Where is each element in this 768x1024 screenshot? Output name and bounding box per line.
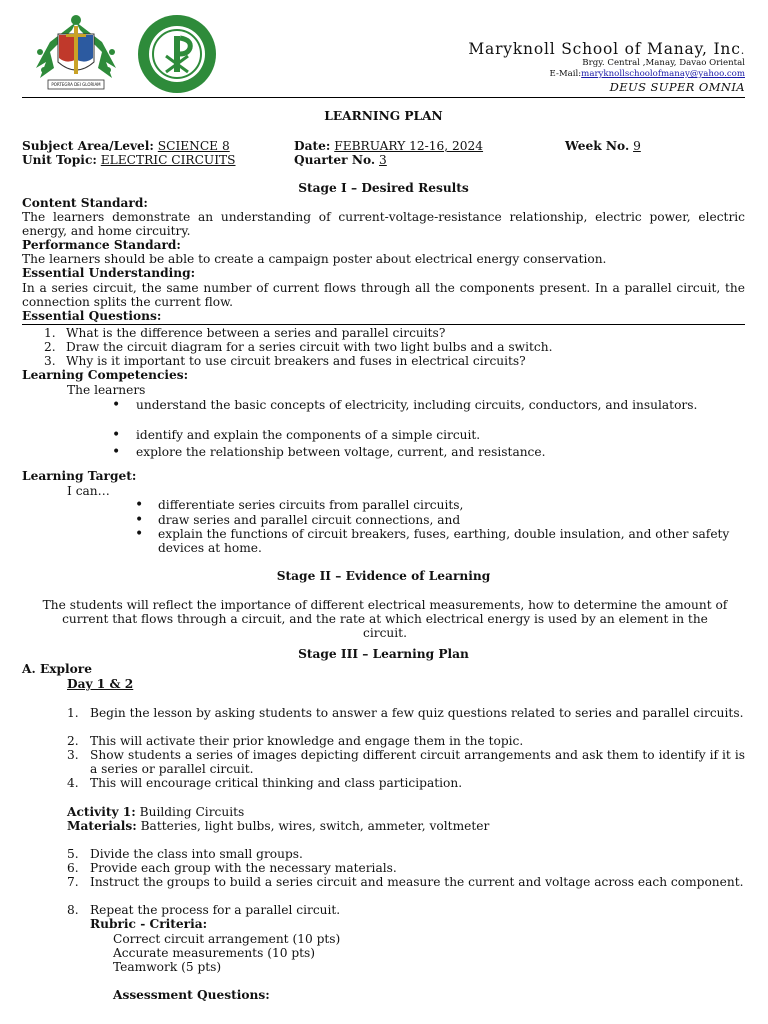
- explore-step-4: 4. This will encourage critical thinking and class participation.: [67, 776, 463, 790]
- essential-question-3: 3. Why is it important to use circuit breakers and fuses in electrical circuits?: [44, 354, 526, 368]
- rubric-item: Accurate measurements (10 pts): [113, 946, 316, 960]
- date: Date: FEBRUARY 12-16, 2024: [294, 139, 484, 153]
- content-standard-label: Content Standard:: [22, 196, 148, 210]
- competency-item: • identify and explain the components of a simple circuit.: [112, 428, 712, 442]
- subject-area: Subject Area/Level: SCIENCE 8: [22, 139, 230, 153]
- explore-heading: A. Explore: [22, 662, 92, 676]
- school-name: Maryknoll School of Manay, Inc.: [468, 40, 745, 58]
- target-item: • explain the functions of circuit breakers, fuses, earthing, double insulation, and other safety devices at home.: [135, 527, 745, 555]
- content-standard-text: The learners demonstrate an understanding of current-voltage-resistance relationship, electric power, electric energy, and home circuitry.: [22, 210, 745, 238]
- activity-step-5: 5. Divide the class into small groups.: [67, 847, 303, 861]
- school-email-line: E-Mail:maryknollschoolofmanay@yahoo.com: [549, 69, 745, 79]
- performance-standard-label: Performance Standard:: [22, 238, 181, 252]
- stage-1-title: Stage I – Desired Results: [298, 181, 469, 195]
- bullet-icon: [112, 428, 134, 442]
- bullet-icon: [135, 513, 157, 527]
- essential-understanding-text: In a series circuit, the same number of current flows through all the components present. In a parallel circuit, the connection splits the current flow.: [22, 281, 745, 309]
- activity-step-6: 6. Provide each group with the necessary materials.: [67, 861, 397, 875]
- essential-question-2: 2. Draw the circuit diagram for a series circuit with two light bulbs and a switch.: [44, 340, 553, 354]
- bullet-icon: [135, 498, 157, 512]
- explore-step-1: 1. Begin the lesson by asking students to answer a few quiz questions related to series and parallel circuits.: [67, 706, 744, 720]
- rubric-label: Rubric - Criteria:: [90, 917, 208, 931]
- assessment-questions-label: Assessment Questions:: [113, 988, 270, 1002]
- week-number: Week No. 9: [565, 139, 641, 153]
- competency-item: • explore the relationship between voltage, current, and resistance.: [112, 445, 712, 459]
- maryknoll-school-seal-logo: [130, 14, 224, 94]
- essential-question-1: 1. What is the difference between a series and parallel circuits?: [44, 326, 446, 340]
- school-motto: DEUS SUPER OMNIA: [609, 80, 745, 94]
- activity-title: Activity 1: Building Circuits: [67, 805, 245, 819]
- learning-target-label: Learning Target:: [22, 469, 137, 483]
- quarter-number: Quarter No. 3: [294, 153, 387, 167]
- target-intro: I can…: [67, 484, 110, 498]
- learning-competencies-label: Learning Competencies:: [22, 368, 189, 382]
- explore-step-3: 3. Show students a series of images depicting different circuit arrangements and ask them to identify if it is a series or parallel circuit.: [67, 748, 745, 776]
- header-divider: [22, 97, 745, 98]
- competencies-intro: The learners: [67, 383, 146, 397]
- document-title: LEARNING PLAN: [324, 109, 443, 123]
- rubric-item: Teamwork (5 pts): [113, 960, 222, 974]
- unit-topic: Unit Topic: ELECTRIC CIRCUITS: [22, 153, 236, 167]
- bullet-icon: [112, 445, 134, 459]
- school-address: Brgy. Central ,Manay, Davao Oriental: [582, 58, 745, 68]
- bullet-icon: [112, 398, 134, 412]
- diocese-coat-of-arms-logo: [26, 12, 126, 96]
- competency-item: • understand the basic concepts of electricity, including circuits, conductors, and insulators.: [112, 398, 712, 412]
- coat-of-arms-caption: PORTEGRA DEI GLORIAM: [51, 82, 101, 87]
- stage-2-text: The students will reflect the importance of different electrical measurements, how to determine the amount of current that flows through a circuit, and the rate at which electrical energy is used by an element in the circuit.: [42, 598, 728, 640]
- essential-questions-divider: [22, 324, 745, 325]
- stage-2-title: Stage II – Evidence of Learning: [276, 569, 491, 583]
- essential-understanding-label: Essential Understanding:: [22, 266, 196, 280]
- target-item: • differentiate series circuits from parallel circuits,: [135, 498, 745, 512]
- stage-3-title: Stage III – Learning Plan: [298, 647, 469, 661]
- day-label: Day 1 & 2: [67, 677, 134, 691]
- essential-questions-label: Essential Questions:: [22, 309, 162, 323]
- activity-step-7: 7. Instruct the groups to build a series circuit and measure the current and voltage across each component.: [67, 875, 744, 889]
- performance-standard-text: The learners should be able to create a campaign poster about electrical energy conservation.: [22, 252, 607, 266]
- activity-step-8: 8. Repeat the process for a parallel circuit.: [67, 903, 341, 917]
- bullet-icon: [135, 527, 157, 541]
- school-email-link[interactable]: maryknollschoolofmanay@yahoo.com: [581, 69, 745, 79]
- explore-step-2: 2. This will activate their prior knowledge and engage them in the topic.: [67, 734, 524, 748]
- rubric-item: Correct circuit arrangement (10 pts): [113, 932, 341, 946]
- activity-materials: Materials: Batteries, light bulbs, wires, switch, ammeter, voltmeter: [67, 819, 490, 833]
- target-item: • draw series and parallel circuit connections, and: [135, 513, 745, 527]
